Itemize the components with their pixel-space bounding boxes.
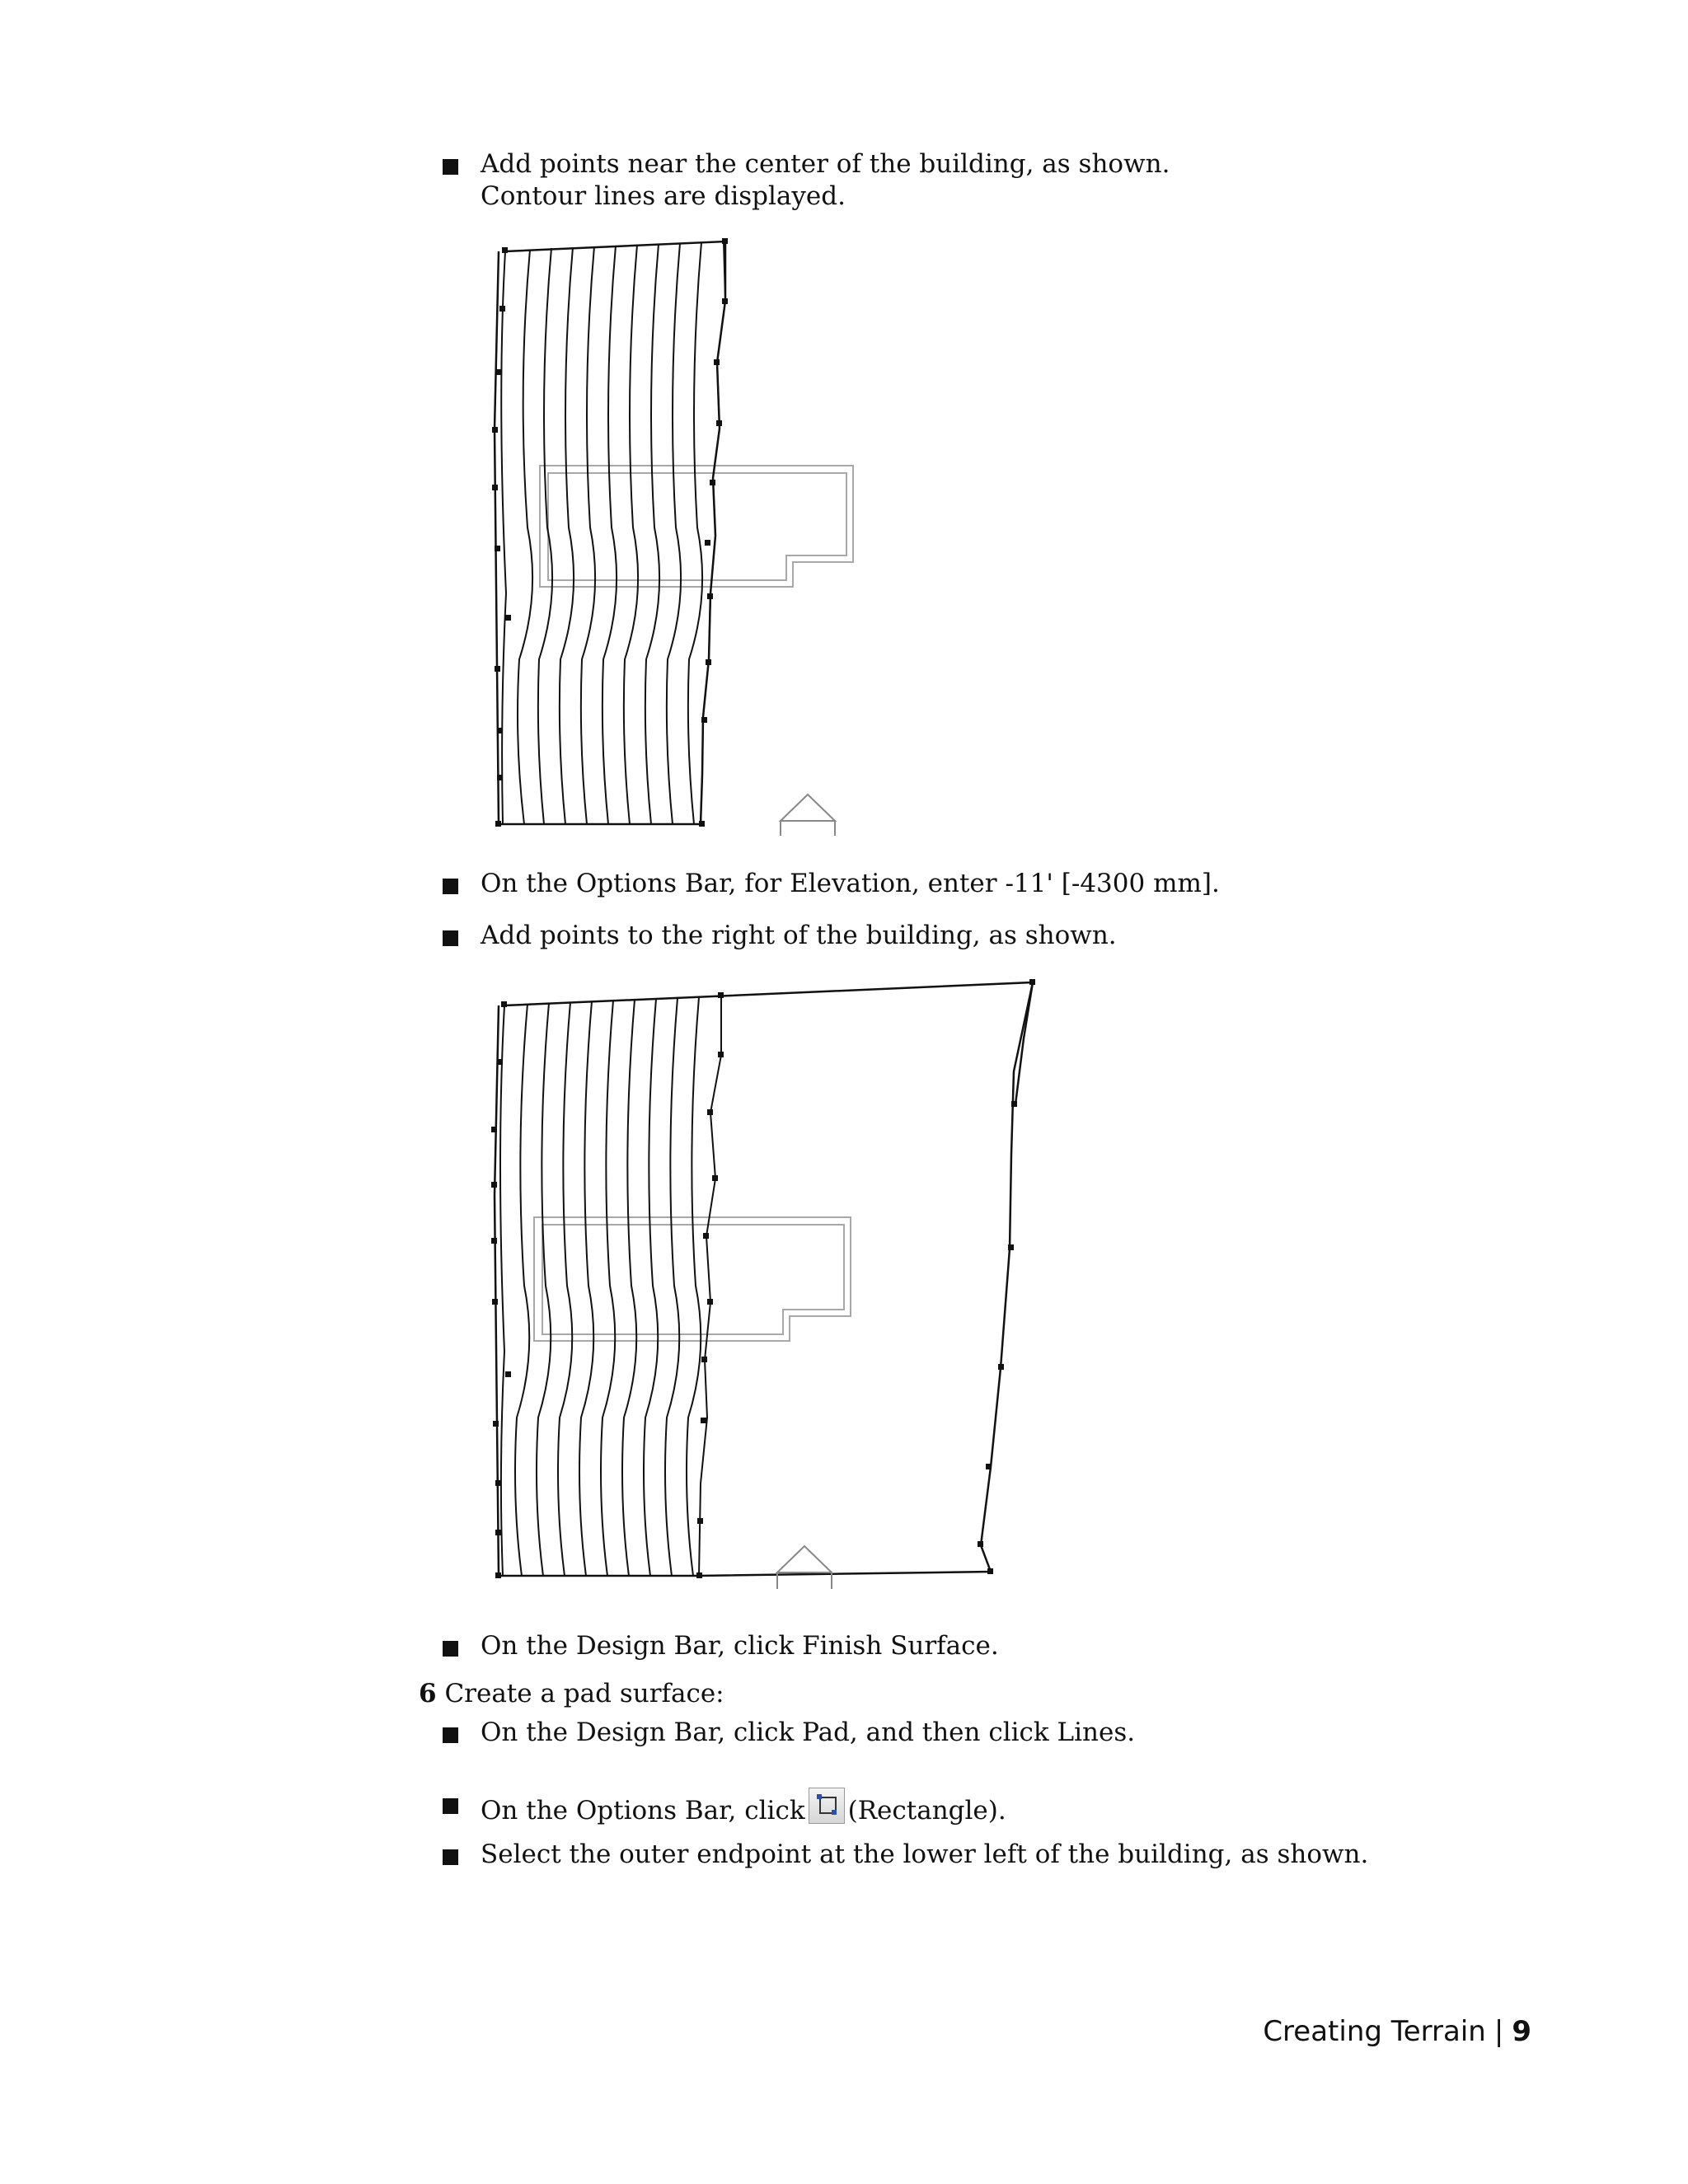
elevation-view-marker-icon [781, 794, 835, 836]
contour-lines [501, 241, 725, 824]
bullet-marker [443, 879, 458, 894]
page-number: 9 [1512, 2015, 1531, 2048]
boundary [495, 982, 1033, 1576]
instruction-text [481, 1788, 1006, 1826]
bullet-marker [443, 1798, 458, 1814]
contour-figure-right [478, 972, 1055, 1599]
section-title: Creating Terrain [1263, 2015, 1486, 2048]
footer-separator: | [1493, 2015, 1504, 2048]
bullet-marker [443, 1849, 458, 1865]
bullet-marker [443, 930, 458, 946]
bullet-marker [443, 159, 458, 175]
bullet-marker [443, 1727, 458, 1743]
instruction-text: Add points near the center of the building, as shown. [481, 149, 1170, 179]
bullet-marker [443, 1641, 458, 1657]
step-heading [419, 1678, 724, 1709]
contour-figure-center [462, 227, 890, 853]
instruction-text: On the Options Bar, for Elevation, enter -11' [-4300 mm]. [481, 869, 1220, 898]
survey-points [491, 979, 1035, 1578]
step-text: Create a pad surface: [444, 1679, 724, 1708]
instruction-text: Contour lines are displayed. [481, 181, 846, 211]
instruction-text: Add points to the right of the building, as shown. [481, 921, 1117, 950]
instruction-text-after: (Rectangle). [847, 1796, 1006, 1825]
instruction-text: Select the outer endpoint at the lower left of the building, as shown. [481, 1840, 1369, 1869]
page-footer [1263, 2015, 1531, 2048]
rectangle-tool-icon[interactable] [809, 1788, 845, 1824]
instruction-text-before: On the Options Bar, click [481, 1796, 805, 1825]
instruction-text: On the Design Bar, click Pad, and then click Lines. [481, 1718, 1136, 1747]
elevation-view-marker-icon [777, 1546, 832, 1589]
instruction-text: On the Design Bar, click Finish Surface. [481, 1631, 999, 1661]
step-number: 6 [419, 1679, 437, 1708]
